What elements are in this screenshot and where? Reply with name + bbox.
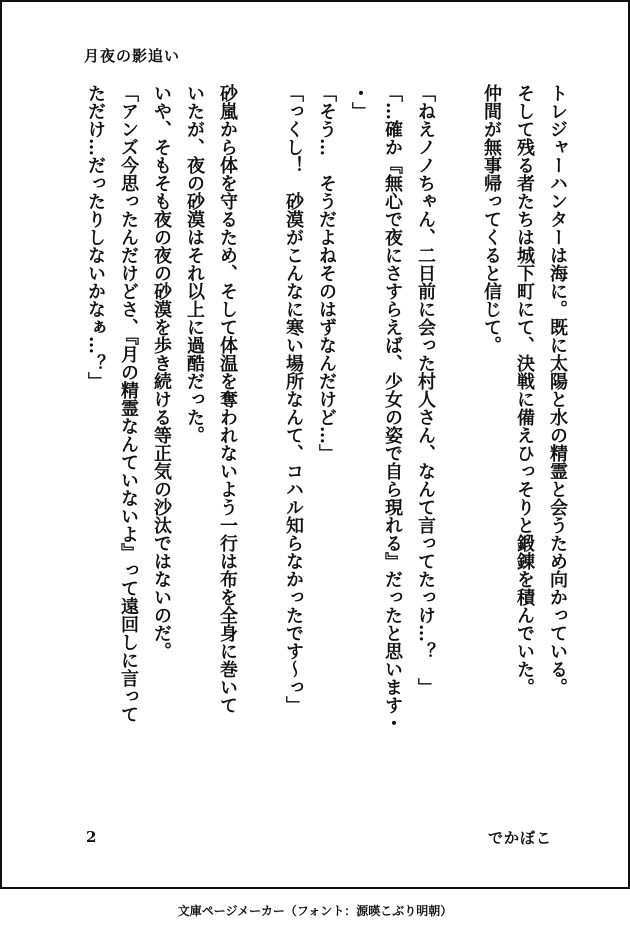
- text-line: 砂嵐から体を守るため、そして体温を奪われないよう一行は布を全身に巻いて: [217, 84, 238, 714]
- text-line: 「アンズ今思ったんだけどさ、『月の精霊なんていないよ』って遠回しに言って: [118, 84, 139, 723]
- blank-line: [244, 84, 277, 792]
- generator-caption: 文庫ページメーカー（フォント：源暎こぶり明朝）: [177, 904, 453, 918]
- text-line: いや、そもそも夜の夜の砂漠を歩き続ける等正気の沙汰ではないのだ。: [151, 84, 172, 660]
- blank-line: [442, 84, 475, 792]
- page-number: 2: [86, 828, 97, 846]
- text-line: 「…確か『無心で夜にさすらえば、少女の姿で自ら現れる』だったと思います・: [382, 84, 403, 732]
- text-line: 「っくし！ 砂漠がこんなに寒い場所なんて、コハル知らなかったです〜っ」: [283, 84, 304, 714]
- text-line: いたが、夜の砂漠はそれ以上に過酷だった。: [184, 84, 205, 444]
- author-name: でかぼこ: [488, 829, 553, 847]
- text-line: 「ねえノノちゃん、二日前に会った村人さん、なんて言ってたっけ…？ 」: [415, 84, 436, 696]
- text-line: 「そう… そうだよねそのはずなんだけど…」: [316, 84, 337, 462]
- text-line: ただけ…だったりしないかなぁ…？」: [85, 84, 106, 390]
- text-line: ・」: [349, 84, 370, 120]
- text-line: トレジャーハンターは海に。既に太陽と水の精霊と会うため向かっている。: [547, 84, 568, 696]
- text-line: 仲間が無事帰ってくると信じて。: [481, 84, 502, 354]
- vertical-body-text: [79, 84, 574, 792]
- chapter-title: 月夜の影追い: [84, 47, 181, 65]
- text-line: そして残る者たちは城下町にて、決戦に備えひっそりと鍛錬を積んでいた。: [514, 84, 535, 696]
